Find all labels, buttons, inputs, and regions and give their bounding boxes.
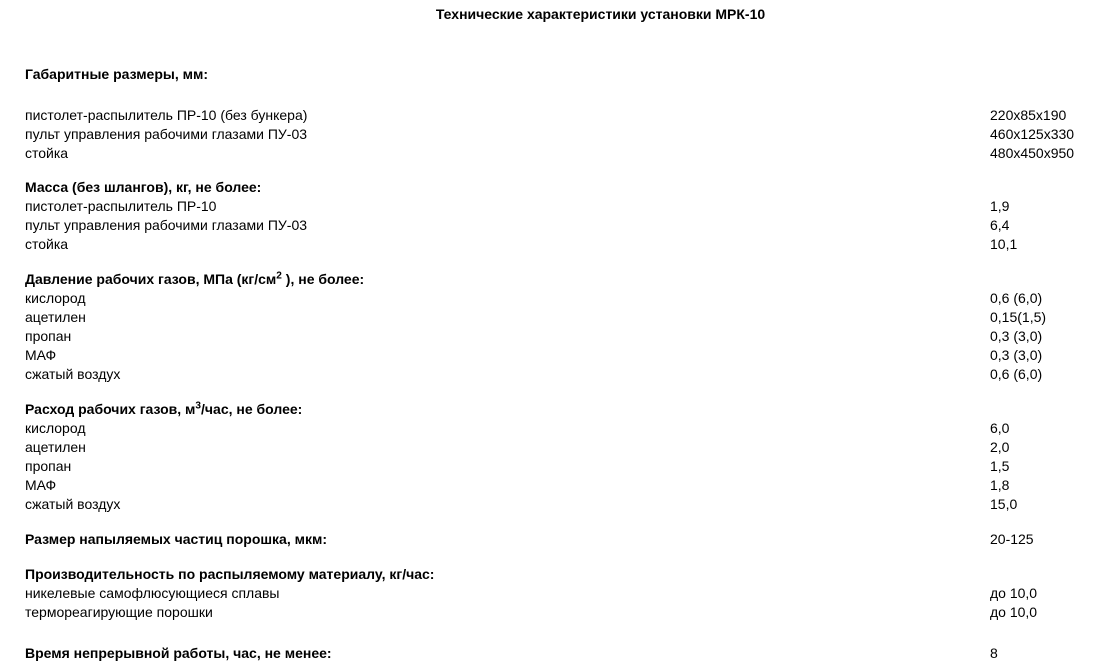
spec-row bbox=[25, 644, 1076, 663]
spec-row bbox=[25, 289, 1076, 308]
spec-label: сжатый воздух bbox=[25, 366, 121, 382]
spec-row bbox=[25, 346, 1076, 365]
spec-value: 2,0 bbox=[990, 439, 1010, 455]
heading-text: Габаритные размеры, мм: bbox=[25, 66, 208, 82]
spec-row bbox=[25, 457, 1076, 476]
superscript: 2 bbox=[276, 270, 282, 282]
spec-row bbox=[25, 365, 1076, 384]
heading-text: Расход рабочих газов, м bbox=[25, 401, 196, 417]
spec-row bbox=[25, 308, 1076, 327]
spec-row bbox=[25, 476, 1076, 495]
section-heading bbox=[25, 565, 1076, 584]
spec-row bbox=[25, 495, 1076, 514]
section-heading: Время непрерывной работы, час, не менее: bbox=[25, 645, 332, 661]
spec-value: 20-125 bbox=[990, 531, 1034, 547]
spec-label: кислород bbox=[25, 290, 86, 306]
heading-text: Давление рабочих газов, МПа (кг/см bbox=[25, 271, 277, 287]
spec-value: 8 bbox=[990, 645, 998, 661]
spec-label: пропан bbox=[25, 328, 72, 344]
spec-label: МАФ bbox=[25, 477, 57, 493]
spec-label: МАФ bbox=[25, 347, 57, 363]
blank-line bbox=[25, 84, 1076, 106]
spec-value: 220x85x190 bbox=[990, 107, 1067, 123]
section-dimensions bbox=[25, 65, 1076, 163]
section-productivity bbox=[25, 565, 1076, 622]
section-heading bbox=[25, 178, 1076, 197]
spec-row bbox=[25, 584, 1076, 603]
spec-value: 1,8 bbox=[990, 477, 1010, 493]
spec-row bbox=[25, 197, 1076, 216]
section-pressure bbox=[25, 270, 1076, 384]
spec-row bbox=[25, 530, 1076, 549]
section-heading bbox=[25, 270, 1076, 289]
spec-value: 6,0 bbox=[990, 420, 1010, 436]
spec-label: пистолет-распылитель ПР-10 bbox=[25, 198, 217, 214]
section-heading bbox=[25, 400, 1076, 419]
spec-value: 1,5 bbox=[990, 458, 1010, 474]
section-mass bbox=[25, 178, 1076, 254]
spec-row bbox=[25, 144, 1076, 163]
spec-value: 0,15(1,5) bbox=[990, 309, 1047, 325]
spec-label: ацетилен bbox=[25, 439, 86, 455]
page-title: Технические характеристики установки МРК-10 bbox=[435, 6, 766, 22]
spec-label: пульт управления рабочими глазами ПУ-03 bbox=[25, 126, 308, 142]
spec-value: 0,6 (6,0) bbox=[990, 366, 1043, 382]
spec-value: до 10,0 bbox=[990, 585, 1038, 601]
section-particle-size bbox=[25, 530, 1076, 549]
spec-value: 6,4 bbox=[990, 217, 1010, 233]
spec-row bbox=[25, 216, 1076, 235]
spec-label: стойка bbox=[25, 236, 69, 252]
spec-row bbox=[25, 438, 1076, 457]
spec-row bbox=[25, 125, 1076, 144]
spec-value: 15,0 bbox=[990, 496, 1018, 512]
spec-value: 0,3 (3,0) bbox=[990, 328, 1043, 344]
spec-value: 480x450x950 bbox=[990, 145, 1075, 161]
heading-text: /час, не более: bbox=[201, 401, 303, 417]
section-flow bbox=[25, 400, 1076, 514]
section-operation-time bbox=[25, 644, 1076, 663]
spec-value: 0,6 (6,0) bbox=[990, 290, 1043, 306]
spec-value: 460x125x330 bbox=[990, 126, 1075, 142]
spec-label: сжатый воздух bbox=[25, 496, 121, 512]
spec-row bbox=[25, 419, 1076, 438]
spec-label: термореагирующие порошки bbox=[25, 604, 213, 620]
spec-row bbox=[25, 235, 1076, 254]
spec-value: до 10,0 bbox=[990, 604, 1038, 620]
spec-label: пульт управления рабочими глазами ПУ-03 bbox=[25, 217, 308, 233]
section-heading: Размер напыляемых частиц порошка, мкм: bbox=[25, 531, 328, 547]
spec-label: пропан bbox=[25, 458, 72, 474]
spec-row bbox=[25, 603, 1076, 622]
heading-text: ), не более: bbox=[281, 271, 365, 287]
spec-label: никелевые самофлюсующиеся сплавы bbox=[25, 585, 280, 601]
spec-label: кислород bbox=[25, 420, 86, 436]
spec-label: ацетилен bbox=[25, 309, 86, 325]
spec-row bbox=[25, 327, 1076, 346]
spec-value: 10,1 bbox=[990, 236, 1018, 252]
heading-text: Производительность по распыляемому материалу, кг/час: bbox=[25, 566, 435, 582]
spec-row bbox=[25, 106, 1076, 125]
spec-label: пистолет-распылитель ПР-10 (без бункера) bbox=[25, 107, 308, 123]
spec-value: 0,3 (3,0) bbox=[990, 347, 1043, 363]
spec-value: 1,9 bbox=[990, 198, 1010, 214]
spec-label: стойка bbox=[25, 145, 69, 161]
superscript: 3 bbox=[195, 400, 202, 412]
heading-text: Масса (без шлангов), кг, не более: bbox=[25, 179, 262, 195]
section-heading bbox=[25, 65, 1076, 84]
